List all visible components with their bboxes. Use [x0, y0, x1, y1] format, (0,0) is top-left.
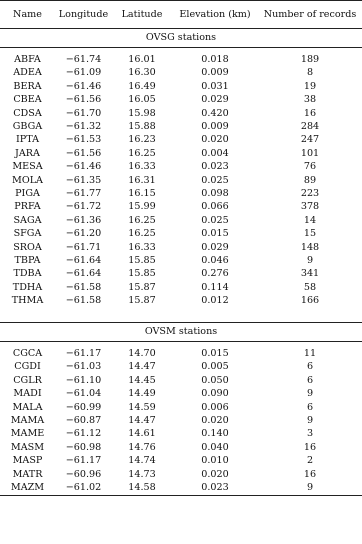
- record-count-cell: 15: [303, 228, 317, 240]
- table-row: [0, 174, 362, 187]
- record-count-cell: 9: [306, 482, 314, 493]
- table-row: [0, 107, 362, 120]
- table-body: [0, 28, 362, 495]
- record-count-cell: 284: [300, 121, 320, 133]
- station-name-cell: BERA: [13, 80, 42, 92]
- longitude-cell: −61.46: [65, 80, 102, 92]
- record-count-cell: 6: [306, 374, 314, 386]
- latitude-cell: 15.87: [128, 295, 156, 307]
- elevation-cell: 0.015: [201, 228, 229, 240]
- table-row: [0, 93, 362, 106]
- station-name-cell: TBPA: [14, 254, 41, 266]
- record-count-cell: 189: [300, 54, 320, 66]
- latitude-cell: 15.87: [128, 281, 156, 293]
- elevation-cell: 0.046: [201, 254, 229, 266]
- station-name-cell: MAMA: [10, 415, 45, 427]
- latitude-cell: 14.61: [128, 428, 156, 440]
- header-longitude: Longitude: [58, 9, 109, 20]
- table-row: [0, 160, 362, 173]
- elevation-cell: 0.031: [201, 80, 229, 92]
- elevation-cell: 0.114: [201, 281, 229, 293]
- section-title: OVSG stations: [0, 28, 362, 48]
- table-row: [0, 294, 362, 307]
- longitude-cell: −60.96: [65, 468, 102, 480]
- station-name-cell: MESA: [12, 161, 43, 173]
- elevation-cell: 0.098: [201, 187, 229, 199]
- longitude-cell: −61.70: [65, 107, 102, 119]
- longitude-cell: −61.72: [65, 201, 102, 213]
- elevation-cell: 0.025: [201, 174, 229, 186]
- record-count-cell: 9: [306, 388, 314, 400]
- latitude-cell: 14.45: [128, 374, 156, 386]
- latitude-cell: 14.74: [128, 455, 156, 467]
- header-records: Number of records: [263, 9, 357, 20]
- longitude-cell: −61.03: [65, 361, 102, 373]
- longitude-cell: −61.77: [65, 187, 102, 199]
- record-count-cell: 16: [303, 107, 317, 119]
- elevation-cell: 0.018: [201, 54, 229, 66]
- latitude-cell: 15.98: [128, 107, 156, 119]
- table-row: [0, 134, 362, 147]
- latitude-cell: 16.25: [128, 147, 156, 159]
- station-name-cell: TDBA: [13, 268, 42, 280]
- latitude-cell: 16.49: [128, 80, 156, 92]
- record-count-cell: 58: [303, 281, 317, 293]
- elevation-cell: 0.276: [201, 268, 229, 280]
- latitude-cell: 14.49: [128, 388, 156, 400]
- latitude-cell: 15.85: [128, 268, 156, 280]
- station-name-cell: MASM: [10, 441, 45, 453]
- elevation-cell: 0.009: [201, 67, 229, 79]
- station-name-cell: SFGA: [13, 228, 42, 240]
- record-count-cell: 16: [303, 441, 317, 453]
- table-row: [0, 200, 362, 213]
- table-row: [0, 281, 362, 294]
- table-row: [0, 374, 362, 387]
- station-name-cell: TDHA: [12, 281, 43, 293]
- table-row: [0, 481, 362, 495]
- table-row: [0, 254, 362, 267]
- header-name: Name: [13, 9, 42, 20]
- header-elevation: Elevation (km): [179, 9, 251, 20]
- table-row: [0, 347, 362, 360]
- record-count-cell: 148: [300, 241, 320, 253]
- station-name-cell: MASP: [12, 455, 43, 467]
- station-name-cell: GBGA: [12, 121, 43, 133]
- latitude-cell: 16.25: [128, 228, 156, 240]
- longitude-cell: −61.56: [65, 147, 102, 159]
- table-bottom-rule: [0, 495, 362, 496]
- table-row: [0, 67, 362, 80]
- record-count-cell: 38: [303, 94, 317, 106]
- record-count-cell: 247: [300, 134, 320, 146]
- table-row: [0, 428, 362, 441]
- table-row: [0, 468, 362, 481]
- station-name-cell: ADEA: [13, 67, 42, 79]
- table-row: [0, 120, 362, 133]
- station-name-cell: MALA: [12, 401, 43, 413]
- latitude-cell: 16.15: [128, 187, 156, 199]
- record-count-cell: 6: [306, 401, 314, 413]
- latitude-cell: 15.88: [128, 121, 156, 133]
- record-count-cell: 8: [306, 67, 314, 79]
- longitude-cell: −61.10: [65, 374, 102, 386]
- table-row: [0, 361, 362, 374]
- elevation-cell: 0.040: [201, 441, 229, 453]
- record-count-cell: 16: [303, 468, 317, 480]
- record-count-cell: 166: [300, 295, 320, 307]
- elevation-cell: 0.050: [201, 374, 229, 386]
- table-row: [0, 267, 362, 280]
- latitude-cell: 15.85: [128, 254, 156, 266]
- station-name-cell: CDSA: [13, 107, 42, 119]
- section-title: OVSM stations: [0, 322, 362, 342]
- longitude-cell: −61.64: [65, 268, 102, 280]
- table-row: [0, 214, 362, 227]
- elevation-cell: 0.029: [201, 241, 229, 253]
- station-name-cell: SROA: [13, 241, 42, 253]
- section-divider: [0, 308, 362, 323]
- longitude-cell: −61.04: [65, 388, 102, 400]
- header-row: [0, 1, 362, 29]
- record-count-cell: 378: [300, 201, 320, 213]
- station-name-cell: MATR: [12, 468, 43, 480]
- record-count-cell: 11: [303, 348, 317, 360]
- longitude-cell: −61.64: [65, 254, 102, 266]
- station-name-cell: CGDI: [14, 361, 41, 373]
- record-count-cell: 3: [306, 428, 314, 440]
- table-row: [0, 441, 362, 454]
- table-row: [0, 53, 362, 66]
- elevation-cell: 0.023: [201, 482, 229, 493]
- elevation-cell: 0.015: [201, 348, 229, 360]
- latitude-cell: 16.23: [128, 134, 156, 146]
- record-count-cell: 76: [303, 161, 317, 173]
- longitude-cell: −61.74: [65, 54, 102, 66]
- record-count-cell: 223: [300, 187, 320, 199]
- table-row: [0, 241, 362, 254]
- record-count-cell: 341: [300, 268, 320, 280]
- longitude-cell: −61.20: [65, 228, 102, 240]
- latitude-cell: 16.33: [128, 161, 156, 173]
- table-row: [0, 147, 362, 160]
- latitude-cell: 14.59: [128, 401, 156, 413]
- station-name-cell: JARA: [15, 147, 40, 159]
- station-name-cell: MADI: [13, 388, 42, 400]
- elevation-cell: 0.010: [201, 455, 229, 467]
- elevation-cell: 0.006: [201, 401, 229, 413]
- table-row: [0, 401, 362, 414]
- latitude-cell: 14.73: [128, 468, 156, 480]
- record-count-cell: 2: [306, 455, 314, 467]
- station-name-cell: SAGA: [13, 214, 42, 226]
- record-count-cell: 14: [303, 214, 317, 226]
- longitude-cell: −61.17: [65, 348, 102, 360]
- elevation-cell: 0.420: [201, 107, 229, 119]
- station-name-cell: MAME: [10, 428, 45, 440]
- elevation-cell: 0.140: [201, 428, 229, 440]
- longitude-cell: −61.53: [65, 134, 102, 146]
- latitude-cell: 16.31: [128, 174, 156, 186]
- elevation-cell: 0.012: [201, 295, 229, 307]
- table-row: [0, 414, 362, 427]
- elevation-cell: 0.020: [201, 468, 229, 480]
- section-title-row: [0, 322, 362, 342]
- station-name-cell: CGCA: [12, 348, 43, 360]
- latitude-cell: 14.58: [128, 482, 156, 493]
- latitude-cell: 16.25: [128, 214, 156, 226]
- section-title-row: [0, 28, 362, 48]
- table-row: [0, 387, 362, 400]
- longitude-cell: −61.58: [65, 281, 102, 293]
- elevation-cell: 0.029: [201, 94, 229, 106]
- latitude-cell: 16.01: [128, 54, 156, 66]
- elevation-cell: 0.020: [201, 415, 229, 427]
- station-name-cell: CGLR: [13, 374, 42, 386]
- elevation-cell: 0.004: [201, 147, 229, 159]
- latitude-cell: 16.30: [128, 67, 156, 79]
- longitude-cell: −61.46: [65, 161, 102, 173]
- station-name-cell: PRFA: [14, 201, 41, 213]
- latitude-cell: 16.05: [128, 94, 156, 106]
- station-name-cell: MAZM: [10, 482, 45, 493]
- longitude-cell: −61.71: [65, 241, 102, 253]
- table-header: [0, 1, 362, 29]
- latitude-cell: 14.76: [128, 441, 156, 453]
- latitude-cell: 14.70: [128, 348, 156, 360]
- latitude-cell: 15.99: [128, 201, 156, 213]
- table-row: [0, 187, 362, 200]
- longitude-cell: −61.12: [65, 428, 102, 440]
- longitude-cell: −61.02: [65, 482, 102, 493]
- elevation-cell: 0.066: [201, 201, 229, 213]
- elevation-cell: 0.025: [201, 214, 229, 226]
- station-name-cell: MOLA: [12, 174, 43, 186]
- record-count-cell: 9: [306, 254, 314, 266]
- record-count-cell: 19: [303, 80, 317, 92]
- table-row: [0, 454, 362, 467]
- table-row: [0, 227, 362, 240]
- station-name-cell: PIGA: [15, 187, 40, 199]
- longitude-cell: −61.56: [65, 94, 102, 106]
- elevation-cell: 0.020: [201, 134, 229, 146]
- station-name-cell: THMA: [11, 295, 44, 307]
- longitude-cell: −61.17: [65, 455, 102, 467]
- longitude-cell: −60.87: [65, 415, 102, 427]
- elevation-cell: 0.023: [201, 161, 229, 173]
- longitude-cell: −61.58: [65, 295, 102, 307]
- record-count-cell: 9: [306, 415, 314, 427]
- elevation-cell: 0.090: [201, 388, 229, 400]
- longitude-cell: −61.09: [65, 67, 102, 79]
- elevation-cell: 0.009: [201, 121, 229, 133]
- station-name-cell: CBEA: [13, 94, 42, 106]
- latitude-cell: 14.47: [128, 361, 156, 373]
- header-latitude: Latitude: [121, 9, 163, 20]
- record-count-cell: 6: [306, 361, 314, 373]
- elevation-cell: 0.005: [201, 361, 229, 373]
- longitude-cell: −60.98: [65, 441, 102, 453]
- station-name-cell: IPTA: [15, 134, 40, 146]
- latitude-cell: 14.47: [128, 415, 156, 427]
- longitude-cell: −60.99: [65, 401, 102, 413]
- latitude-cell: 16.33: [128, 241, 156, 253]
- longitude-cell: −61.32: [65, 121, 102, 133]
- table-row: [0, 80, 362, 93]
- record-count-cell: 101: [300, 147, 320, 159]
- longitude-cell: −61.36: [65, 214, 102, 226]
- station-name-cell: ABFA: [14, 54, 41, 66]
- record-count-cell: 89: [303, 174, 317, 186]
- longitude-cell: −61.35: [65, 174, 102, 186]
